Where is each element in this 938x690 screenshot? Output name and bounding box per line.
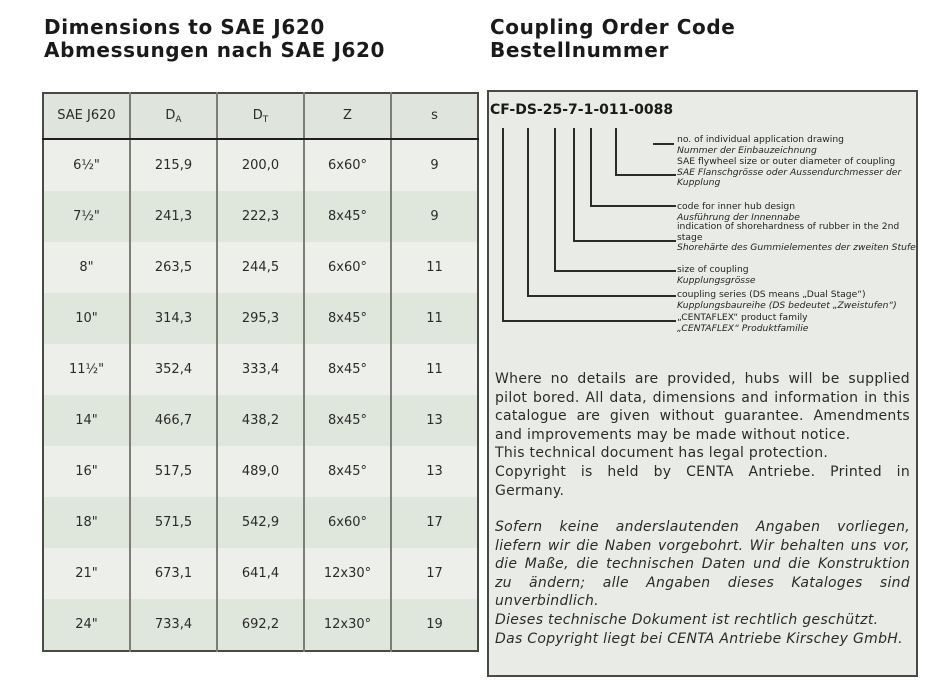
table-cell: 352,4 bbox=[130, 344, 217, 395]
code-label-hub-design bbox=[677, 202, 916, 223]
header-label: D bbox=[165, 107, 176, 123]
header-subscript: T bbox=[262, 114, 269, 125]
table-cell: 314,3 bbox=[130, 293, 217, 344]
table-cell: 542,9 bbox=[217, 497, 304, 548]
code-label-flywheel-size bbox=[677, 157, 916, 189]
table-row bbox=[43, 599, 478, 651]
table-cell: 333,4 bbox=[217, 344, 304, 395]
notice-paragraph: Das Copyright liegt bei CENTA Antriebe Kirschey GmbH. bbox=[495, 630, 903, 647]
table-cell: 8x45° bbox=[304, 293, 391, 344]
table-cell: 517,5 bbox=[130, 446, 217, 497]
header-label: SAE J620 bbox=[57, 107, 116, 123]
table-cell: 8" bbox=[43, 242, 130, 293]
table-row bbox=[43, 548, 478, 599]
header-label: Z bbox=[343, 107, 352, 123]
code-label-de: „CENTAFLEX“ Produktfamilie bbox=[677, 322, 809, 334]
order-code-title-en: Coupling Order Code bbox=[490, 15, 736, 39]
code-label-en: code for inner hub design bbox=[677, 201, 796, 212]
table-cell: 13 bbox=[391, 446, 478, 497]
code-label-de: Ausführung der Innennabe bbox=[677, 211, 800, 223]
code-label-en: indication of shorehardness of rubber in the 2nd stage bbox=[677, 221, 900, 243]
code-label-coupling-size bbox=[677, 265, 916, 286]
code-label-shorehardness bbox=[677, 222, 916, 254]
code-label-en: coupling series (DS means „Dual Stage“) bbox=[677, 289, 866, 300]
table-cell: 11½" bbox=[43, 344, 130, 395]
table-row bbox=[43, 497, 478, 548]
header-row bbox=[43, 93, 478, 139]
table-cell: 571,5 bbox=[130, 497, 217, 548]
table-cell: 13 bbox=[391, 395, 478, 446]
table-cell: 244,5 bbox=[217, 242, 304, 293]
order-code-box bbox=[487, 90, 918, 677]
column-header-da bbox=[130, 93, 217, 139]
order-code-title bbox=[490, 16, 735, 62]
table-cell: 12x30° bbox=[304, 548, 391, 599]
notice-german bbox=[495, 518, 910, 648]
table-cell: 200,0 bbox=[217, 139, 304, 191]
table-body bbox=[43, 139, 478, 651]
notice-english bbox=[495, 370, 910, 500]
table-cell: 9 bbox=[391, 191, 478, 242]
table-cell: 6x60° bbox=[304, 139, 391, 191]
order-code-title-de: Bestellnummer bbox=[490, 38, 669, 62]
table-cell: 24" bbox=[43, 599, 130, 651]
code-label-en: no. of individual application drawing bbox=[677, 134, 844, 145]
column-header-z bbox=[304, 93, 391, 139]
table-cell: 9 bbox=[391, 139, 478, 191]
code-label-de: SAE Flanschgrösse oder Aussendurchmesser der Kupplung bbox=[677, 166, 902, 188]
dimensions-title bbox=[44, 16, 385, 62]
table-cell: 222,3 bbox=[217, 191, 304, 242]
header-subscript: A bbox=[175, 114, 182, 125]
table-cell: 11 bbox=[391, 242, 478, 293]
code-label-en: size of coupling bbox=[677, 264, 749, 275]
table-cell: 10" bbox=[43, 293, 130, 344]
dimensions-title-en: Dimensions to SAE J620 bbox=[44, 15, 325, 39]
table-row bbox=[43, 191, 478, 242]
table-row bbox=[43, 139, 478, 191]
table-cell: 17 bbox=[391, 548, 478, 599]
notice-paragraph: Dieses technische Dokument ist rechtlich geschützt. bbox=[495, 611, 879, 628]
header-label: s bbox=[431, 107, 438, 123]
table-cell: 8x45° bbox=[304, 446, 391, 497]
table-cell: 466,7 bbox=[130, 395, 217, 446]
table-cell: 8x45° bbox=[304, 395, 391, 446]
code-label-de: Shorehärte des Gummielementes der zweiten Stufe bbox=[677, 242, 916, 253]
table-cell: 18" bbox=[43, 497, 130, 548]
table-cell: 8x45° bbox=[304, 344, 391, 395]
table-cell: 673,1 bbox=[130, 548, 217, 599]
dimensions-table bbox=[42, 92, 479, 652]
table-row bbox=[43, 446, 478, 497]
table-cell: 6x60° bbox=[304, 242, 391, 293]
connector-line-0088 bbox=[653, 143, 674, 145]
table-row bbox=[43, 242, 478, 293]
connector-line-011 bbox=[615, 128, 676, 176]
code-label-de: Kupplungsgrösse bbox=[677, 274, 756, 286]
column-header-s bbox=[391, 93, 478, 139]
table-cell: 11 bbox=[391, 293, 478, 344]
notice-paragraph: Where no details are provided, hubs will be supplied pilot bored. All data, dimensions and information in this catalogue are given without guarantee. Amendments and improvements may be made without notice. bbox=[495, 371, 910, 443]
table-cell: 17 bbox=[391, 497, 478, 548]
header-label: D bbox=[252, 107, 263, 123]
code-label-product-family bbox=[677, 313, 916, 334]
column-header-dt bbox=[217, 93, 304, 139]
table-cell: 733,4 bbox=[130, 599, 217, 651]
table-cell: 14" bbox=[43, 395, 130, 446]
table-cell: 438,2 bbox=[217, 395, 304, 446]
column-header-sae-j620 bbox=[43, 93, 130, 139]
table-cell: 16" bbox=[43, 446, 130, 497]
table-cell: 11 bbox=[391, 344, 478, 395]
code-label-application-drawing bbox=[677, 135, 916, 156]
table-cell: 7½" bbox=[43, 191, 130, 242]
table-cell: 295,3 bbox=[217, 293, 304, 344]
table-cell: 241,3 bbox=[130, 191, 217, 242]
table-cell: 489,0 bbox=[217, 446, 304, 497]
table-cell: 12x30° bbox=[304, 599, 391, 651]
table-cell: 8x45° bbox=[304, 191, 391, 242]
code-label-de: Kupplungsbaureihe (DS bedeutet „Zweistufen“) bbox=[677, 299, 897, 311]
code-label-de: Nummer der Einbauzeichnung bbox=[677, 144, 817, 156]
table-cell: 6x60° bbox=[304, 497, 391, 548]
code-label-en: SAE flywheel size or outer diameter of coupling bbox=[677, 156, 896, 167]
table-cell: 21" bbox=[43, 548, 130, 599]
table-row bbox=[43, 395, 478, 446]
code-label-en: „CENTAFLEX“ product family bbox=[677, 312, 808, 323]
notice-paragraph: Copyright is held by CENTA Antriebe. Printed in Germany. bbox=[495, 463, 910, 499]
code-label-coupling-series bbox=[677, 290, 916, 311]
table-cell: 215,9 bbox=[130, 139, 217, 191]
table-cell: 263,5 bbox=[130, 242, 217, 293]
table-cell: 6½" bbox=[43, 139, 130, 191]
notice-paragraph: This technical document has legal protection. bbox=[495, 445, 829, 462]
table-cell: 19 bbox=[391, 599, 478, 651]
dimensions-title-de: Abmessungen nach SAE J620 bbox=[44, 38, 386, 62]
order-code-value: CF-DS-25-7-1-011-0088 bbox=[490, 102, 674, 118]
table-row bbox=[43, 293, 478, 344]
table-cell: 692,2 bbox=[217, 599, 304, 651]
table-row bbox=[43, 344, 478, 395]
table-cell: 641,4 bbox=[217, 548, 304, 599]
table-header bbox=[43, 93, 478, 139]
notice-paragraph: Sofern keine anderslautenden Angaben vorliegen, liefern wir die Naben vorgebohrt. Wir behalten uns vor, die Maße, die technischen Daten und die Konstruktion zu ändern; alle Angaben dieses Kataloges sind unverbindlich. bbox=[495, 519, 910, 610]
